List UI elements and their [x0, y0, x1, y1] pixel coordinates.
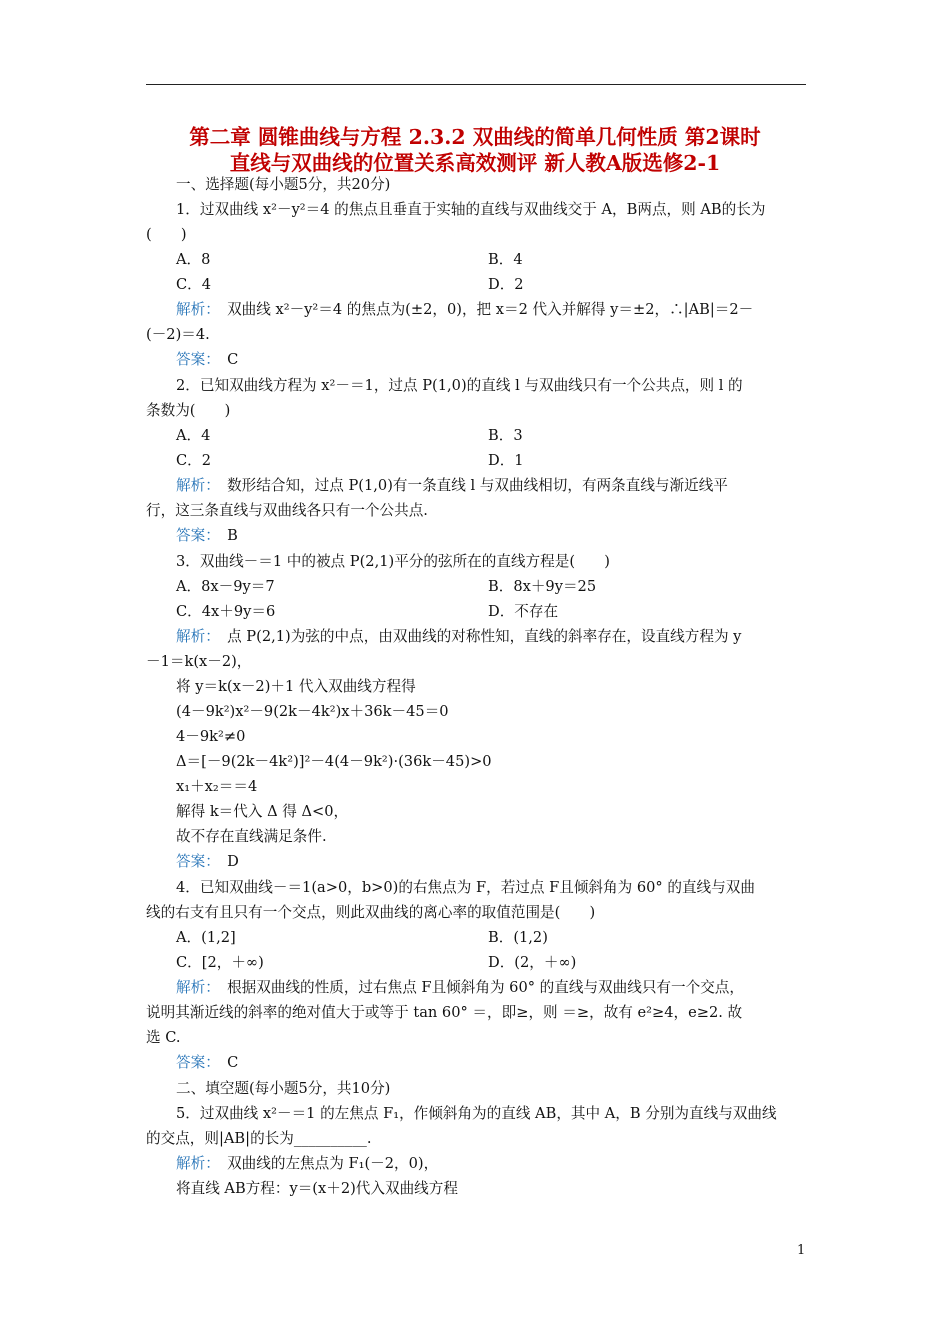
- analysis-text: (－2)＝4.: [146, 326, 210, 343]
- answer-label: 答案：: [176, 527, 213, 544]
- question-text: 2．已知双曲线方程为 x²－＝1，过点 P(1,0)的直线 l 与双曲线只有一个公共点，则 l 的: [176, 377, 743, 394]
- option: C．4x＋9y＝6: [176, 603, 276, 620]
- question-text: 1．过双曲线 x²－y²＝4 的焦点且垂直于实轴的直线与双曲线交于 A，B两点，则 AB的长为: [176, 201, 766, 218]
- question-text: 线的右支有且只有一个交点，则此双曲线的离心率的取值范围是( ): [146, 904, 596, 921]
- analysis-label: 解析：: [176, 1155, 213, 1172]
- answer-line: 答案： D: [176, 853, 239, 870]
- option: D．1: [488, 452, 524, 469]
- section-heading: 二、填空题(每小题5分，共10分): [176, 1080, 391, 1097]
- equation: (4－9k²)x²－9(2k－4k²)x＋36k－45＝0: [176, 703, 449, 720]
- equation: x₁＋x₂＝＝4: [176, 778, 258, 795]
- answer-label: 答案：: [176, 1054, 213, 1071]
- page-number: 1: [797, 1243, 806, 1258]
- question-text: 5．过双曲线 x²－＝1 的左焦点 F₁，作倾斜角为的直线 AB，其中 A，B 分别为直线与双曲线: [176, 1105, 777, 1122]
- option: C．2: [176, 452, 212, 469]
- question-text: 4．已知双曲线－＝1(a>0，b>0)的右焦点为 F，若过点 F且倾斜角为 60° 的直线与双曲: [176, 879, 755, 896]
- option: B．4: [488, 251, 523, 268]
- option: A．(1,2]: [176, 929, 236, 946]
- analysis-text: －1＝k(x－2)，: [146, 653, 252, 670]
- header-rule: [146, 84, 806, 85]
- option: A．8x－9y＝7: [176, 578, 275, 595]
- analysis-text: 将直线 AB方程：y＝(x＋2)代入双曲线方程: [176, 1180, 458, 1197]
- option: B．(1,2): [488, 929, 548, 946]
- option: A．4: [176, 427, 211, 444]
- answer-line: 答案： C: [176, 351, 239, 368]
- equation: Δ＝[－9(2k－4k²)]²－4(4－9k²)·(36k－45)>0: [176, 753, 492, 770]
- analysis-text: 解得 k＝代入 Δ 得 Δ<0，: [176, 803, 349, 820]
- option: D．不存在: [488, 603, 559, 620]
- question-text: ( ): [146, 226, 187, 243]
- section-heading: 一、选择题(每小题5分，共20分): [176, 176, 391, 193]
- question-text: 条数为( ): [146, 402, 231, 419]
- analysis-line: 解析： 双曲线的左焦点为 F₁(－2，0)，: [176, 1155, 439, 1172]
- option: C．[2，＋∞): [176, 954, 264, 971]
- document-title-line-2: 直线与双曲线的位置关系高效测评 新人教A版选修2-1: [229, 151, 721, 175]
- analysis-text: 故不存在直线满足条件.: [176, 828, 327, 845]
- option: D．(2，＋∞): [488, 954, 577, 971]
- analysis-label: 解析：: [176, 628, 213, 645]
- answer-line: 答案： C: [176, 1054, 239, 1071]
- answer-label: 答案：: [176, 351, 213, 368]
- option: B．8x＋9y＝25: [488, 578, 597, 595]
- answer-line: 答案： B: [176, 527, 238, 544]
- answer-label: 答案：: [176, 853, 213, 870]
- equation: 4－9k²≠0: [176, 728, 246, 745]
- analysis-text: 选 C.: [146, 1029, 181, 1046]
- analysis-label: 解析：: [176, 477, 213, 494]
- question-text: 3．双曲线－＝1 中的被点 P(2,1)平分的弦所在的直线方程是( ): [176, 553, 610, 570]
- analysis-label: 解析：: [176, 301, 213, 318]
- analysis-text: 行，这三条直线与双曲线各只有一个公共点.: [146, 502, 428, 519]
- analysis-text: 说明其渐近线的斜率的绝对值大于或等于 tan 60° ＝，即≥，则 ＝≥，故有 e²≥4，e≥2. 故: [146, 1004, 743, 1021]
- question-text: 的交点，则|AB|的长为__________.: [146, 1130, 372, 1147]
- option: C．4: [176, 276, 212, 293]
- analysis-line: 解析： 数形结合知，过点 P(1,0)有一条直线 l 与双曲线相切，有两条直线与渐近线平: [176, 477, 728, 494]
- analysis-text: 将 y＝k(x－2)＋1 代入双曲线方程得: [176, 678, 416, 695]
- analysis-line: 解析： 点 P(2,1)为弦的中点，由双曲线的对称性知，直线的斜率存在，设直线方程为 y: [176, 628, 742, 645]
- analysis-line: 解析： 根据双曲线的性质，过右焦点 F且倾斜角为 60° 的直线与双曲线只有一个交点，: [176, 979, 744, 996]
- analysis-line: 解析： 双曲线 x²－y²＝4 的焦点为(±2，0)，把 x＝2 代入并解得 y＝±2，∴|AB|＝2－: [176, 301, 754, 318]
- option: A．8: [176, 251, 211, 268]
- analysis-label: 解析：: [176, 979, 213, 996]
- option: D．2: [488, 276, 524, 293]
- option: B．3: [488, 427, 523, 444]
- document-title-line-1: 第二章 圆锥曲线与方程 2.3.2 双曲线的简单几何性质 第2课时: [189, 125, 761, 149]
